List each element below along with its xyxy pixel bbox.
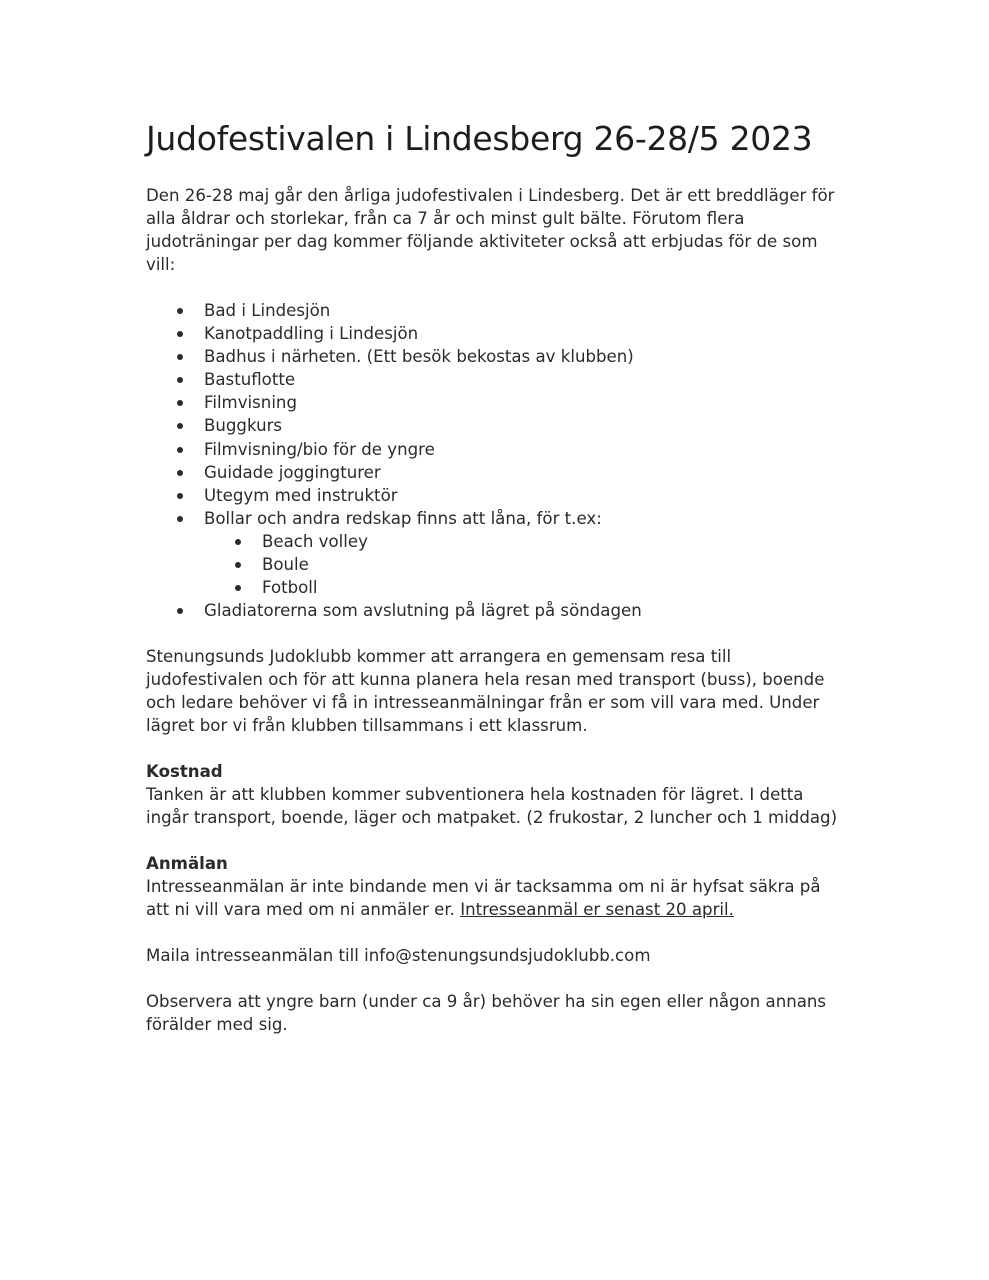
list-item: Guidade joggingturer xyxy=(146,461,846,484)
list-item: Badhus i närheten. (Ett besök bekostas av klubben) xyxy=(146,345,846,368)
signup-text xyxy=(146,875,846,921)
sublist-item: Beach volley xyxy=(204,530,846,553)
list-item: Filmvisning/bio för de yngre xyxy=(146,438,846,461)
list-item: Utegym med instruktör xyxy=(146,484,846,507)
signup-heading: Anmälan xyxy=(146,854,228,874)
list-item-label: Bollar och andra redskap finns att låna, för t.ex: xyxy=(204,508,602,528)
signup-section xyxy=(146,852,846,921)
activities-list xyxy=(146,299,846,622)
email-paragraph: Maila intresseanmälan till info@stenungsundsjudoklubb.com xyxy=(146,946,651,966)
list-item: Filmvisning xyxy=(146,391,846,414)
list-item: Bastuflotte xyxy=(146,368,846,391)
cost-text: Tanken är att klubben kommer subventionera hela kostnaden för lägret. I detta ingår transport, boende, läger och matpaket. (2 frukostar, 2 luncher och 1 middag) xyxy=(146,785,838,828)
sublist-item: Boule xyxy=(204,553,846,576)
list-item: Gladiatorerna som avslutning på lägret på söndagen xyxy=(146,599,846,622)
document-page xyxy=(146,116,846,1036)
cost-section xyxy=(146,760,846,829)
travel-paragraph: Stenungsunds Judoklubb kommer att arrangera en gemensam resa till judofestivalen och för att kunna planera hela resan med transport (buss), boende och ledare behöver vi få in intresseanmälningar från er som vill vara med. Under lägret bor vi från klubben tillsammans i ett klassrum. xyxy=(146,647,825,736)
list-item: Buggkurs xyxy=(146,414,846,437)
list-item-equipment xyxy=(146,507,846,599)
list-item: Bad i Lindesjön xyxy=(146,299,846,322)
note-paragraph: Observera att yngre barn (under ca 9 år) behöver ha sin egen eller någon annans förälder med sig. xyxy=(146,992,827,1035)
intro-paragraph: Den 26-28 maj går den årliga judofestivalen i Lindesberg. Det är ett breddläger för alla åldrar och storlekar, från ca 7 år och minst gult bälte. Förutom flera judoträningar per dag kommer följande aktiviteter också att erbjudas för de som vill: xyxy=(146,186,835,274)
signup-deadline: Intresseanmäl er senast 20 april. xyxy=(460,900,734,920)
equipment-sublist xyxy=(204,530,846,599)
cost-heading: Kostnad xyxy=(146,762,223,782)
list-item: Kanotpaddling i Lindesjön xyxy=(146,322,846,345)
sublist-item: Fotboll xyxy=(204,576,846,599)
document-title: Judofestivalen i Lindesberg 26-28/5 2023 xyxy=(146,119,813,158)
signup-body: Intresseanmälan är inte bindande men vi är tacksamma om ni är hyfsat säkra på att ni vill vara med om ni anmäler er. xyxy=(146,877,821,920)
